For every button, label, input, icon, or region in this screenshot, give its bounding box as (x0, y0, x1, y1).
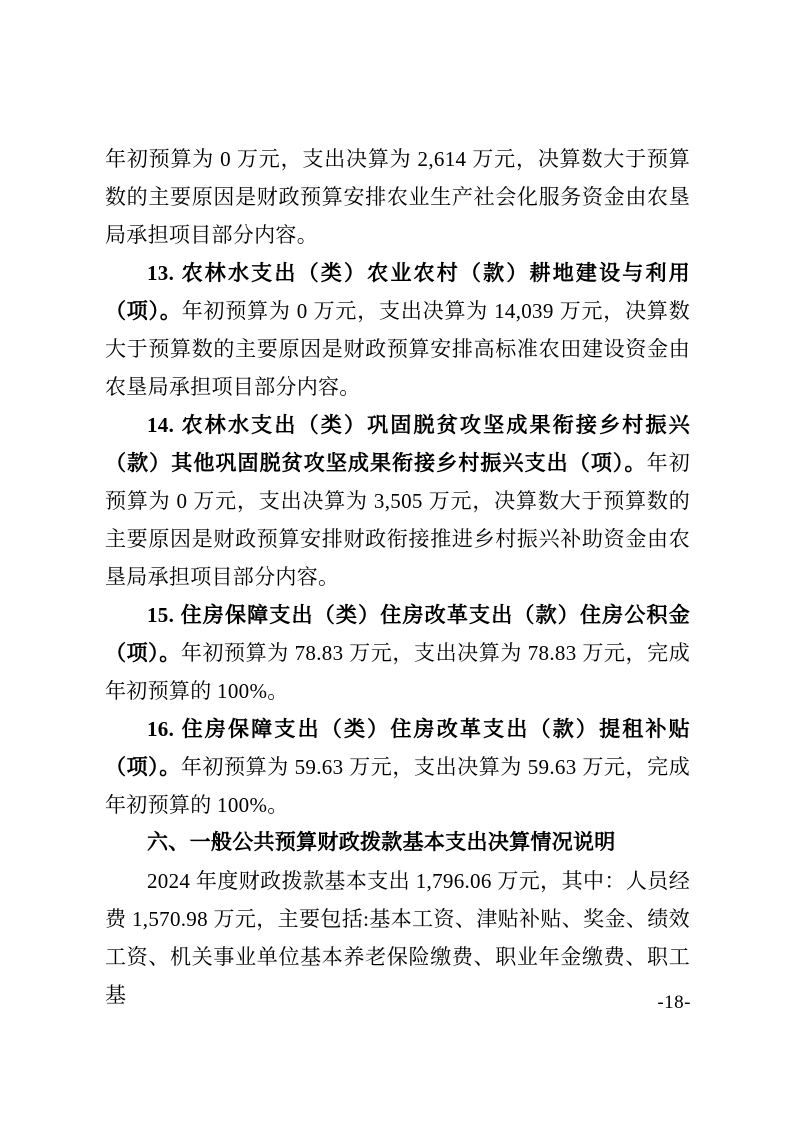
document-body-text (105, 140, 690, 1014)
paragraph-item16 (105, 710, 690, 824)
item16-heading: 16. 住房保障支出（类）住房改革支出（款）提租补贴（项）。 (105, 717, 690, 779)
item14-body: 年初预算为 0 万元，支出决算为 3,505 万元，决算数大于预算数的主要原因是财政预算安排财政衔接推进乡村振兴补助资金由农垦局承担项目部分内容。 (105, 451, 690, 589)
item14-heading: 14. 农林水支出（类）巩固脱贫攻坚成果衔接乡村振兴（款）其他巩固脱贫攻坚成果衔接乡村振兴支出（项）。 (105, 413, 690, 475)
item15-heading: 15. 住房保障支出（类）住房改革支出（款）住房公积金（项）。 (105, 603, 690, 665)
item16-body: 年初预算为 59.63 万元，支出决算为 59.63 万元，完成年初预算的 100%。 (105, 755, 690, 817)
paragraph-item14 (105, 406, 690, 596)
page-number: -18- (657, 992, 691, 1013)
section6-heading: 六、一般公共预算财政拨款基本支出决算情况说明 (147, 831, 616, 854)
item13-body: 年初预算为 0 万元，支出决算为 14,039 万元，决算数大于预算数的主要原因是财政预算安排高标准农田建设资金由农垦局承担项目部分内容。 (105, 299, 691, 399)
item13-heading: 13. 农林水支出（类）农业农村（款）耕地建设与利用（项）。 (105, 261, 690, 323)
paragraph-item13 (105, 254, 690, 406)
item15-body: 年初预算为 78.83 万元，支出决算为 78.83 万元，完成年初预算的 100%。 (105, 641, 690, 703)
paragraph-section6-body: 2024 年度财政拨款基本支出 1,796.06 万元，其中：人员经费 1,570.98 万元，主要包括:基本工资、津贴补贴、奖金、绩效工资、机关事业单位基本养老保险缴费、职业年金缴费、职工基 (105, 869, 690, 1007)
paragraph-item12-continuation: 年初预算为 0 万元，支出决算为 2,614 万元，决算数大于预算数的主要原因是财政预算安排农业生产社会化服务资金由农垦局承担项目部分内容。 (105, 147, 690, 247)
paragraph-item15 (105, 596, 690, 710)
